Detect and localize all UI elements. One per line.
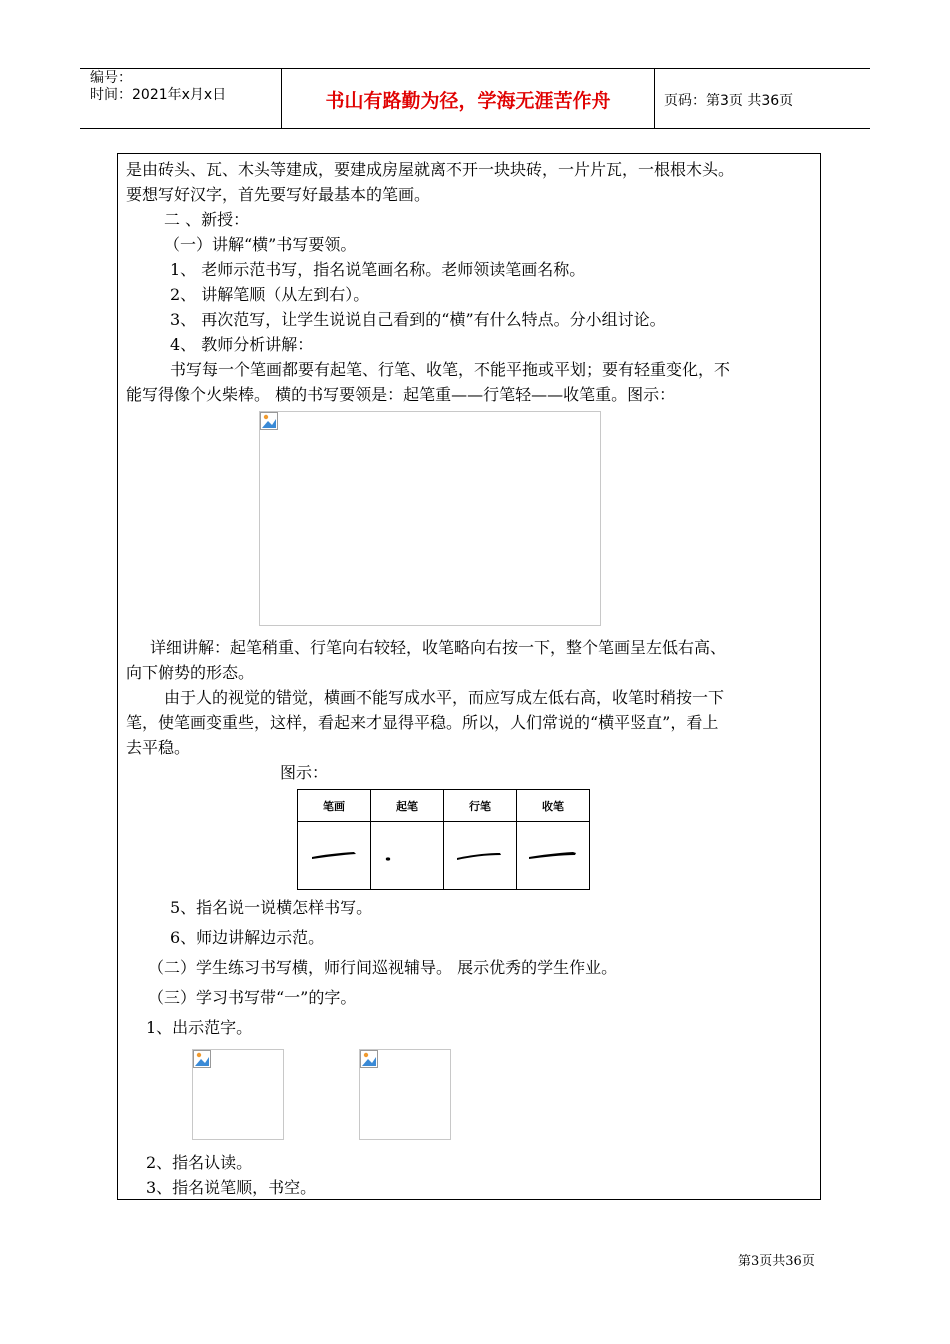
subsection-heading: （一）讲解“横”书写要领。 [164,235,357,254]
table-header: 笔画 [298,790,371,822]
step-item: 2、 讲解笔顺（从左到右）。 [170,285,370,304]
paragraph-line: 笔，使笔画变重些，这样，看起来才显得平稳。所以，人们常说的“横平竖直”，看上 [126,713,719,732]
paragraph-line: 去平稳。 [126,738,191,757]
stroke-cell [371,822,444,890]
table-header: 收笔 [517,790,590,822]
paragraph-line: 是由砖头、瓦、木头等建成，要建成房屋就离不开一块块砖，一片片瓦，一根根木头。 [126,160,735,179]
subsection-heading: （二）学生练习书写横，师行间巡视辅导。 展示优秀的学生作业。 [148,958,618,977]
paragraph-line: 由于人的视觉的错觉，横画不能写成水平，而应写成左低右高，收笔时稍按一下 [164,688,725,707]
header-meta [90,70,226,104]
stroke-cell [444,822,517,890]
start-stroke-image [371,822,443,885]
step-item: 1、 老师示范书写，指名说笔画名称。老师领读笔画名称。 [170,260,586,279]
step-item: 3、指名说笔顺，书空。 [146,1178,317,1197]
stroke-table [297,789,590,890]
end-stroke-image [517,822,589,885]
stroke-cell [298,822,371,890]
header-divider [654,68,655,128]
stroke-cell [517,822,590,890]
header-bottom-rule [80,128,870,129]
image-placeholder [192,1049,284,1140]
paragraph-line: 详细讲解：起笔稍重、行笔向右较轻，收笔略向右按一下，整个笔画呈左低右高、 [150,638,727,657]
figure-label: 图示： [280,763,329,782]
image-placeholder [259,411,601,626]
step-item: 4、 教师分析讲解： [170,335,314,354]
paragraph-line: 能写得像个火柴棒。 横的书写要领是：起笔重——行笔轻——收笔重。图示： [126,385,676,404]
section-heading: 二 、新授： [164,210,250,229]
footer-page-number: 第3页共36页 [738,1254,815,1269]
step-item: 5、指名说一说横怎样书写。 [170,898,373,917]
step-item: 6、师边讲解边示范。 [170,928,325,947]
table-header: 行笔 [444,790,517,822]
step-item: 2、指名认读。 [146,1153,253,1172]
middle-stroke-image [444,822,516,885]
broken-image-icon [193,1050,211,1068]
paragraph-line: 书写每一个笔画都要有起笔、行笔、收笔，不能平拖或平划；要有轻重变化，不 [170,360,731,379]
subsection-heading: （三）学习书写带“一”的字。 [148,988,357,1007]
full-stroke-image [298,822,370,885]
broken-image-icon [260,412,278,430]
step-item: 3、 再次范写，让学生说说自己看到的“横”有什么特点。分小组讨论。 [170,310,666,329]
step-item: 1、出示范字。 [146,1018,253,1037]
table-header: 起笔 [371,790,444,822]
image-placeholder [359,1049,451,1140]
header-motto: 书山有路勤为径，学海无涯苦作舟 [325,90,611,112]
header-page-label: 页码：第3页 共36页 [664,93,794,109]
serial-label: 编号： [90,70,132,86]
broken-image-icon [360,1050,378,1068]
paragraph-line: 要想写好汉字，首先要写好最基本的笔画。 [126,185,431,204]
date-label: 时间：2021年x月x日 [90,87,227,103]
header-top-rule [80,68,870,69]
paragraph-line: 向下俯势的形态。 [126,663,255,682]
